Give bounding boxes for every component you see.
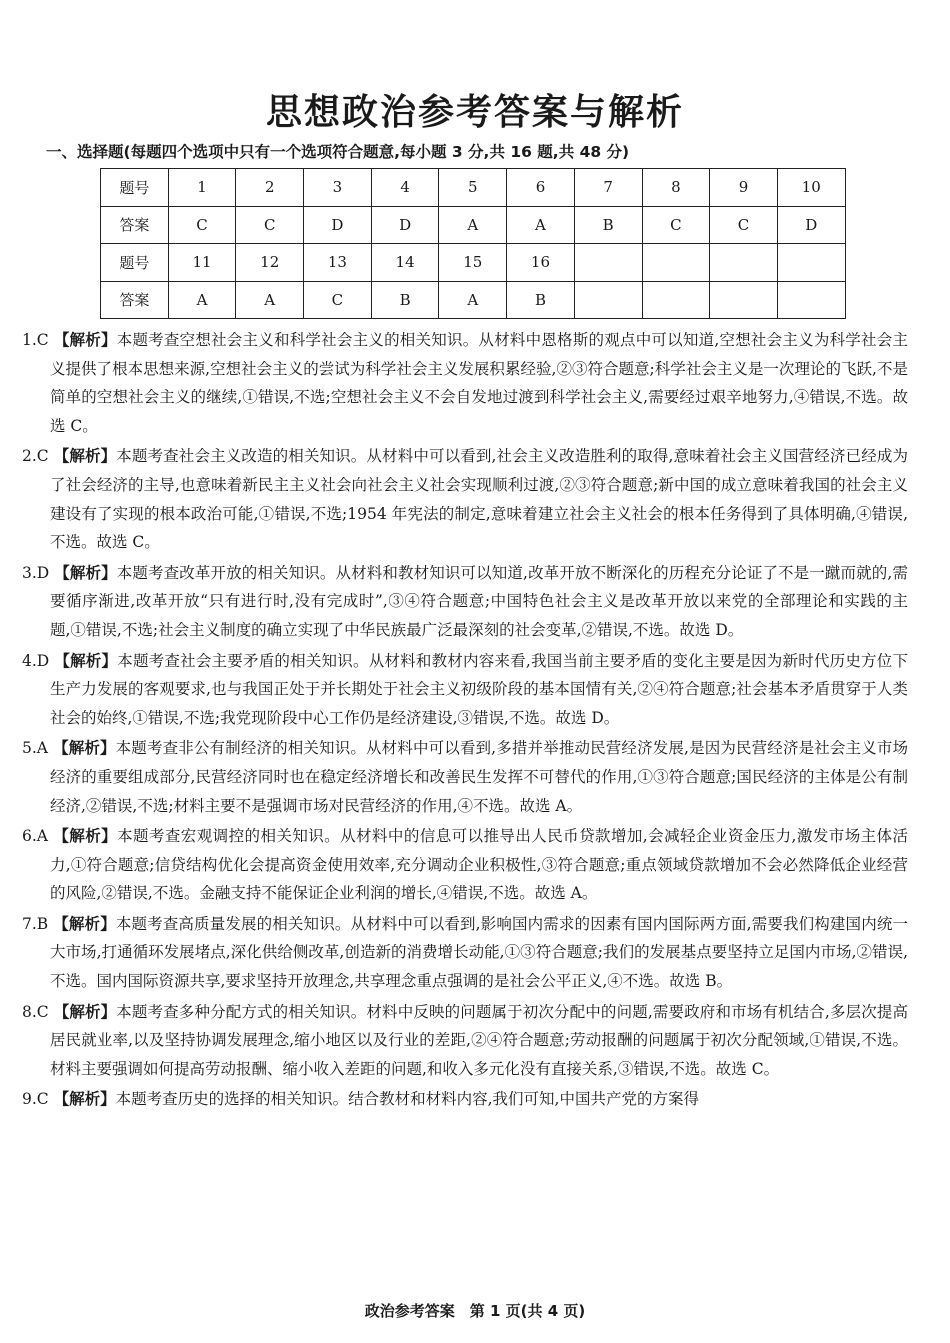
table-cell: C: [642, 206, 710, 244]
question-number: 2.C: [22, 447, 49, 466]
table-cell: A: [439, 206, 507, 244]
answer-explanation: [22, 559, 908, 645]
row-header-cell: 答案: [101, 281, 169, 319]
question-number: 9.C: [22, 1090, 49, 1109]
table-cell: [710, 281, 778, 319]
table-cell: 10: [777, 169, 845, 207]
table-cell: A: [168, 281, 236, 319]
question-number: 7.B: [22, 914, 49, 933]
question-number: 8.C: [22, 1002, 49, 1021]
answer-explanation: [22, 442, 908, 556]
section-heading: 一、选择题(每题四个选项中只有一个选项符合题意,每小题 3 分,共 16 题,共 48 分): [46, 143, 630, 161]
table-cell: C: [710, 206, 778, 244]
explanation-text: 本题考查空想社会主义和科学社会主义的相关知识。从材料中恩格斯的观点中可以知道,空想社会主义为科学社会主义提供了根本思想来源,空想社会主义的尝试为科学社会主义发展积累经验,②③符合题意;科学社会主义是一次理论的飞跃,不是简单的空想社会主义的继续,①错误,不选;空想社会主义不会自发地过渡到科学社会主义,需要经过艰辛地努力,④错误,不选。故选 C。: [50, 331, 908, 435]
table-cell: C: [304, 281, 372, 319]
question-number: 3.D: [22, 563, 50, 582]
table-cell: D: [371, 206, 439, 244]
table-cell: 5: [439, 169, 507, 207]
page-footer: 政治参考答案 第 1 页(共 4 页): [364, 1302, 586, 1320]
table-cell: B: [371, 281, 439, 319]
analysis-tag: 【解析】: [53, 331, 117, 349]
question-number: 4.D: [22, 651, 50, 670]
answer-explanation: [22, 822, 908, 908]
table-cell: C: [236, 206, 304, 244]
explanation-text: 本题考查多种分配方式的相关知识。材料中反映的问题属于初次分配中的问题,需要政府和市场有机结合,多层次提高居民就业率,以及坚持协调发展理念,缩小地区以及行业的差距,②④符合题意;劳动报酬的问题属于初次分配领域,①错误,不选。材料主要强调如何提高劳动报酬、缩小收入差距的问题,和收入多元化没有直接关系,③错误,不选。故选 C。: [50, 1002, 908, 1078]
analysis-tag: 【解析】: [53, 827, 118, 846]
question-number: 5.A: [22, 739, 48, 758]
table-cell: 4: [371, 169, 439, 207]
analysis-tag: 【解析】: [53, 914, 116, 933]
table-row: [101, 281, 846, 319]
explanation-text: 本题考查历史的选择的相关知识。结合教材和材料内容,我们可知,中国共产党的方案得: [115, 1090, 699, 1109]
page-title: 思想政治参考答案与解析: [265, 92, 684, 133]
table-cell: [777, 281, 845, 319]
explanation-list: [22, 326, 908, 1116]
answer-explanation: [22, 910, 908, 996]
table-cell: [574, 281, 642, 319]
table-cell: 2: [236, 169, 304, 207]
table-cell: D: [777, 206, 845, 244]
table-row: [101, 206, 846, 244]
row-header-cell: 题号: [101, 169, 169, 207]
table-cell: 3: [304, 169, 372, 207]
table-cell: [710, 244, 778, 282]
explanation-text: 本题考查社会主义改造的相关知识。从材料中可以看到,社会主义改造胜利的取得,意味着社会主义国营经济已经成为了社会经济的主导,也意味着新民主主义社会向社会主义社会实现顺利过渡,②③符合题意;新中国的成立意味着我国的社会主义建设有了实现的根本政治可能,①错误,不选;1954 年宪法的制定,意味着建立社会主义社会的根本任务得到了具体明确,④错误,不选。故选 C。: [50, 447, 908, 552]
table-cell: A: [439, 281, 507, 319]
table-cell: B: [574, 206, 642, 244]
table-cell: 7: [574, 169, 642, 207]
table-row: [101, 169, 846, 207]
explanation-text: 本题考查非公有制经济的相关知识。从材料中可以看到,多措并举推动民营经济发展,是因为民营经济是社会主义市场经济的重要组成部分,民营经济同时也在稳定经济增长和改善民生发挥不可替代的作用,①③符合题意;国民经济的主体是公有制经济,②错误,不选;材料主要不是强调市场对民营经济的作用,④不选。故选 A。: [50, 739, 908, 815]
table-cell: C: [168, 206, 236, 244]
table-cell: 16: [507, 244, 575, 282]
analysis-tag: 【解析】: [53, 447, 117, 466]
explanation-text: 本题考查社会主要矛盾的相关知识。从材料和教材内容来看,我国当前主要矛盾的变化主要是因为新时代历史方位下生产力发展的客观要求,也与我国正处于并长期处于社会主义初级阶段的基本国情有关,②④符合题意;社会基本矛盾贯穿于人类社会的始终,①错误,不选;我党现阶段中心工作仍是经济建设,③错误,不选。故选 D。: [50, 651, 908, 727]
analysis-tag: 【解析】: [53, 739, 116, 758]
answer-explanation: [22, 647, 908, 733]
row-header-cell: 题号: [101, 244, 169, 282]
explanation-text: 本题考查宏观调控的相关知识。从材料中的信息可以推导出人民币贷款增加,会减轻企业资金压力,激发市场主体活力,①符合题意;信贷结构优化会提高资金使用效率,充分调动企业积极性,③符合题意;重点领域贷款增加不会必然降低企业经营的风险,②错误,不选。金融支持不能保证企业利润的增长,④错误,不选。故选 A。: [50, 827, 908, 903]
analysis-tag: 【解析】: [54, 563, 117, 582]
analysis-tag: 【解析】: [53, 1002, 117, 1021]
analysis-tag: 【解析】: [53, 1090, 116, 1109]
answer-table: [100, 168, 846, 319]
table-cell: A: [507, 206, 575, 244]
answer-explanation: [22, 326, 908, 440]
table-cell: [777, 244, 845, 282]
table-cell: [574, 244, 642, 282]
table-row: [101, 244, 846, 282]
table-cell: 14: [371, 244, 439, 282]
table-cell: A: [236, 281, 304, 319]
table-cell: 8: [642, 169, 710, 207]
question-number: 6.A: [22, 827, 48, 846]
table-cell: B: [507, 281, 575, 319]
table-cell: D: [304, 206, 372, 244]
table-cell: [642, 244, 710, 282]
row-header-cell: 答案: [101, 206, 169, 244]
table-cell: 1: [168, 169, 236, 207]
explanation-text: 本题考查改革开放的相关知识。从材料和教材知识可以知道,改革开放不断深化的历程充分论证了不是一蹴而就的,需要循序渐进,改革开放“只有进行时,没有完成时”,③④符合题意;中国特色社会主义是改革开放以来党的全部理论和实践的主题,①错误,不选;社会主义制度的确立实现了中华民族最广泛最深刻的社会变革,②错误,不选。故选 D。: [50, 563, 908, 639]
table-cell: 12: [236, 244, 304, 282]
answer-explanation: [22, 734, 908, 820]
table-cell: 15: [439, 244, 507, 282]
answer-explanation: [22, 1085, 908, 1114]
table-cell: 13: [304, 244, 372, 282]
question-number: 1.C: [22, 331, 49, 349]
table-cell: 11: [168, 244, 236, 282]
table-cell: 6: [507, 169, 575, 207]
table-cell: [642, 281, 710, 319]
answer-explanation: [22, 998, 908, 1084]
analysis-tag: 【解析】: [54, 651, 118, 670]
explanation-text: 本题考查高质量发展的相关知识。从材料中可以看到,影响国内需求的因素有国内国际两方面,需要我们构建国内统一大市场,打通循环发展堵点,深化供给侧改革,创造新的消费增长动能,①③符合题意;我们的发展基点要坚持立足国内市场,②错误,不选。国内国际资源共享,要求坚持开放理念,共享理念重点强调的是社会公平正义,④不选。故选 B。: [50, 914, 908, 991]
table-cell: 9: [710, 169, 778, 207]
